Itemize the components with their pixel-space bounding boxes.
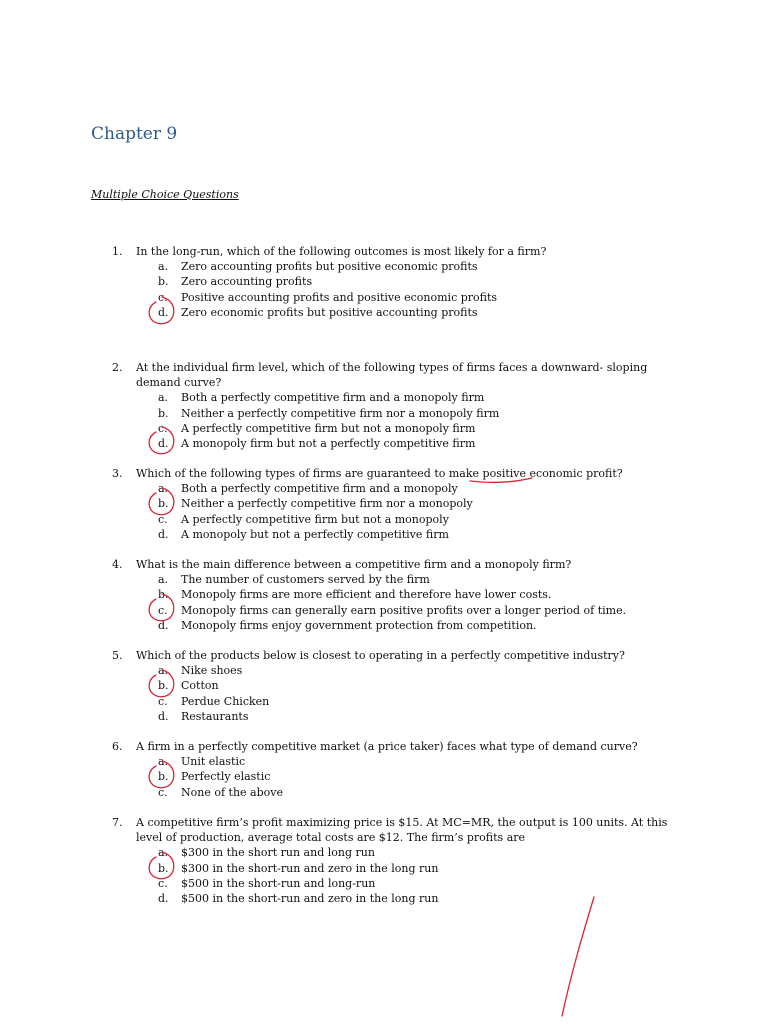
- choice-letter: b.: [158, 497, 169, 511]
- choice-b: [158, 678, 692, 693]
- question-text: A firm in a perfectly competitive market (a price taker) faces what type of demand curve?: [136, 740, 638, 753]
- choice-list: [158, 481, 692, 542]
- choice-text: Monopoly firms enjoy government protection from competition.: [181, 618, 537, 632]
- choice-letter: d.: [158, 709, 169, 723]
- choice-a: [158, 845, 692, 860]
- question-text: Which of the following types of firms are guaranteed to make positive economic profit?: [136, 467, 623, 480]
- choice-text: The number of customers served by the firm: [181, 573, 430, 587]
- question-6: [112, 739, 692, 800]
- choice-text: Monopoly firms can generally earn positive profits over a longer period of time.: [181, 603, 627, 617]
- question-number: 6.: [112, 740, 123, 753]
- choice-letter: c.: [158, 512, 168, 526]
- choice-list: [158, 663, 692, 724]
- question-stem: [112, 557, 692, 572]
- choice-letter: a.: [158, 846, 169, 860]
- choice-text: A perfectly competitive firm but not a monopoly: [181, 512, 449, 526]
- choice-letter: b.: [158, 679, 169, 693]
- question-stem: [112, 360, 692, 390]
- choice-letter: d.: [158, 527, 169, 541]
- choice-b: [158, 274, 692, 289]
- choice-text: $300 in the short run and long run: [181, 846, 375, 860]
- choice-c: [158, 290, 692, 305]
- choice-b: [158, 769, 692, 784]
- choice-text: $500 in the short-run and zero in the long run: [181, 892, 439, 906]
- question-number: 3.: [112, 467, 123, 480]
- choice-list: [158, 572, 692, 633]
- choice-text: Zero accounting profits but positive economic profits: [181, 260, 478, 274]
- question-stem: [112, 466, 692, 481]
- choice-letter: b.: [158, 406, 169, 420]
- choice-letter: c.: [158, 785, 168, 799]
- question-number: 7.: [112, 816, 123, 829]
- choice-letter: d.: [158, 618, 169, 632]
- choice-d: [158, 305, 692, 320]
- choice-b: [158, 861, 692, 876]
- choice-d: [158, 436, 692, 451]
- choice-letter: c.: [158, 603, 168, 617]
- choice-c: [158, 694, 692, 709]
- section-heading: Multiple Choice Questions: [91, 188, 239, 201]
- question-number: 4.: [112, 558, 123, 571]
- choice-text: Zero economic profits but positive accounting profits: [181, 305, 478, 319]
- choice-letter: c.: [158, 694, 168, 708]
- choice-letter: b.: [158, 588, 169, 602]
- choice-letter: b.: [158, 770, 169, 784]
- question-number: 2.: [112, 361, 123, 374]
- choice-list: [158, 259, 692, 320]
- question-number: 5.: [112, 649, 123, 662]
- choice-text: Zero accounting profits: [181, 275, 313, 289]
- question-stem: [112, 815, 692, 845]
- choice-list: [158, 754, 692, 800]
- choice-a: [158, 663, 692, 678]
- choice-c: [158, 512, 692, 527]
- question-4: [112, 557, 692, 633]
- choice-letter: b.: [158, 275, 169, 289]
- choice-c: [158, 876, 692, 891]
- choice-d: [158, 891, 692, 906]
- choice-letter: a.: [158, 391, 169, 405]
- choice-letter: a.: [158, 260, 169, 274]
- choice-letter: a.: [158, 755, 169, 769]
- choice-text: None of the above: [181, 785, 283, 799]
- choice-c: [158, 421, 692, 436]
- choice-letter: d.: [158, 892, 169, 906]
- choice-letter: d.: [158, 305, 169, 319]
- question-5: [112, 648, 692, 724]
- question-text: In the long-run, which of the following outcomes is most likely for a firm?: [136, 245, 547, 258]
- choice-c: [158, 603, 692, 618]
- choice-letter: d.: [158, 437, 169, 451]
- choice-letter: c.: [158, 421, 168, 435]
- choice-text: Perdue Chicken: [181, 694, 270, 708]
- choice-text: Both a perfectly competitive firm and a monopoly firm: [181, 391, 485, 405]
- question-text: Which of the products below is closest to operating in a perfectly competitive industry?: [136, 649, 625, 662]
- choice-a: [158, 390, 692, 405]
- choice-letter: a.: [158, 664, 169, 678]
- choice-d: [158, 709, 692, 724]
- choice-text: Positive accounting profits and positive economic profits: [181, 290, 498, 304]
- choice-text: Unit elastic: [181, 755, 246, 769]
- choice-text: Cotton: [181, 679, 219, 693]
- choice-b: [158, 587, 692, 602]
- choice-a: [158, 754, 692, 769]
- chapter-title: Chapter 9: [91, 124, 178, 144]
- choice-d: [158, 527, 692, 542]
- choice-d: [158, 618, 692, 633]
- choice-c: [158, 785, 692, 800]
- choice-text: Perfectly elastic: [181, 770, 271, 784]
- question-1: [112, 244, 692, 320]
- choice-text: A monopoly firm but not a perfectly competitive firm: [181, 437, 476, 451]
- choice-text: Both a perfectly competitive firm and a monopoly: [181, 482, 458, 496]
- choice-a: [158, 259, 692, 274]
- question-stem: [112, 739, 692, 754]
- choice-text: A perfectly competitive firm but not a monopoly firm: [181, 421, 476, 435]
- question-number: 1.: [112, 245, 123, 258]
- choice-letter: a.: [158, 482, 169, 496]
- choice-list: [158, 390, 692, 451]
- choice-letter: b.: [158, 861, 169, 875]
- question-2: [112, 360, 692, 451]
- choice-text: Neither a perfectly competitive firm nor a monopoly: [181, 497, 473, 511]
- choice-text: A monopoly but not a perfectly competitive firm: [181, 527, 449, 541]
- choice-text: Monopoly firms are more efficient and therefore have lower costs.: [181, 588, 552, 602]
- choice-letter: c.: [158, 876, 168, 890]
- question-7: [112, 815, 692, 906]
- question-stem: [112, 244, 692, 259]
- choice-text: Nike shoes: [181, 664, 243, 678]
- choice-text: $300 in the short-run and zero in the long run: [181, 861, 439, 875]
- choice-letter: a.: [158, 573, 169, 587]
- choice-b: [158, 406, 692, 421]
- question-text: What is the main difference between a competitive firm and a monopoly firm?: [136, 558, 572, 571]
- question-text: A competitive firm’s profit maximizing price is $15. At MC=MR, the output is 100 units. At this level of production, average total costs are $12. The firm’s profits are: [136, 816, 668, 845]
- choice-a: [158, 481, 692, 496]
- pen-stroke: [562, 897, 594, 1016]
- choice-text: Restaurants: [181, 709, 249, 723]
- choice-b: [158, 496, 692, 511]
- choice-a: [158, 572, 692, 587]
- question-stem: [112, 648, 692, 663]
- choice-letter: c.: [158, 290, 168, 304]
- question-text: At the individual firm level, which of the following types of firms faces a downward- sloping demand curve?: [136, 361, 648, 390]
- choice-text: Neither a perfectly competitive firm nor a monopoly firm: [181, 406, 500, 420]
- choice-text: $500 in the short-run and long-run: [181, 876, 376, 890]
- choice-list: [158, 845, 692, 906]
- question-3: [112, 466, 692, 542]
